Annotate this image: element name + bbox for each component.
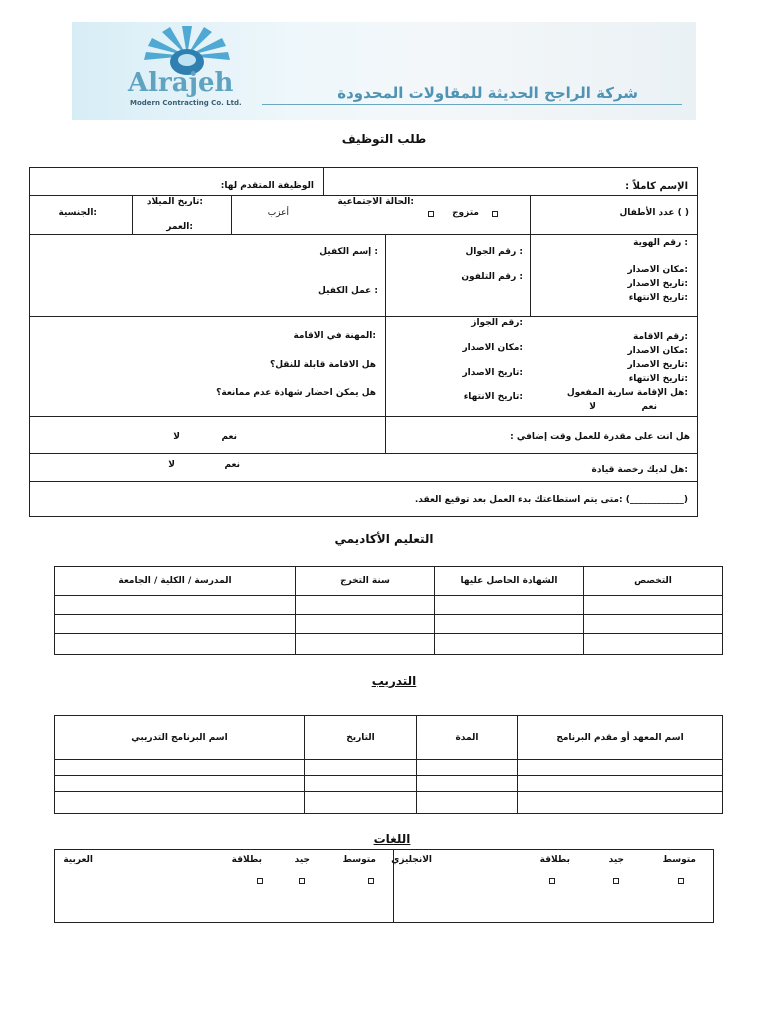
nationality-label: :الجنسية: [58, 208, 97, 218]
overtime-question: هل انت على مقدرة للعمل وقت إضافي :: [510, 432, 690, 442]
table-cell[interactable]: [55, 596, 296, 615]
marital-status-label: :الحالة الاجتماعية: [337, 197, 414, 207]
table-cell[interactable]: [584, 634, 723, 655]
english-language-label: الانجليزي: [391, 855, 432, 865]
table-cell[interactable]: [417, 792, 518, 814]
age-label: :العمر: [166, 222, 193, 232]
overtime-yes: نعم: [221, 432, 237, 442]
license-question: :هل لديك رخصة قيادة: [591, 465, 688, 475]
logo-underline: [262, 104, 682, 105]
divider: [132, 195, 133, 234]
iqama-valid-no: لا: [589, 402, 596, 412]
divider: [29, 481, 698, 482]
sponsor-name-label: : إسم الكفيل: [319, 247, 378, 257]
column-header: المدة: [417, 716, 518, 760]
divider: [29, 234, 698, 235]
column-header: التخصص: [584, 567, 723, 596]
table-cell[interactable]: [518, 792, 723, 814]
table-cell[interactable]: [305, 776, 417, 792]
arabic-language-label: العربية: [63, 855, 93, 865]
english-level-good: جيد: [608, 855, 624, 865]
column-header: سنة التخرج: [296, 567, 435, 596]
married-label: متزوج: [452, 208, 479, 218]
logo-english-text: Alrajeh: [128, 68, 234, 98]
passport-number-label: :رقم الجواز: [471, 318, 523, 328]
training-table: [54, 715, 723, 814]
academic-heading: التعليم الأكاديمي: [334, 532, 434, 546]
divider: [385, 234, 386, 453]
children-count-label: ( ) عدد الأطفال: [619, 208, 689, 218]
table-row: [55, 792, 723, 814]
table-cell[interactable]: [584, 596, 723, 615]
iqama-expiry-label: :تاريخ الانتهاء: [628, 374, 688, 384]
logo-arabic-text: شركة الراجح الحديثة للمقاولات المحدودة: [337, 84, 638, 102]
page-title: طلب التوظيف: [341, 132, 427, 146]
divider: [323, 167, 324, 195]
table-row: [55, 760, 723, 776]
english-level-fluent: بطلاقة: [539, 855, 570, 865]
column-header: الشهادة الحاصل عليها: [435, 567, 584, 596]
table-cell[interactable]: [305, 792, 417, 814]
passport-expiry-label: :تاريخ الانتهاء: [463, 392, 523, 402]
table-cell[interactable]: [435, 634, 584, 655]
table-cell[interactable]: [518, 760, 723, 776]
english-good-checkbox[interactable]: [613, 878, 619, 884]
table-row: [55, 615, 723, 634]
iqama-place-label: :مكان الاصدار: [627, 346, 688, 356]
column-header: اسم المعهد أو مقدم البرنامج: [518, 716, 723, 760]
table-cell[interactable]: [435, 615, 584, 634]
training-heading: التدريب: [371, 674, 417, 688]
id-issue-date-label: :تاريخ الاصدار: [627, 279, 688, 289]
phone-label: : رقم التلفون: [461, 272, 523, 282]
divider: [530, 195, 531, 316]
table-row: [55, 596, 723, 615]
company-logo-banner: [72, 22, 696, 120]
table-cell[interactable]: [435, 596, 584, 615]
arabic-good-checkbox[interactable]: [299, 878, 305, 884]
id-place-label: :مكان الاصدار: [627, 265, 688, 275]
table-cell[interactable]: [296, 615, 435, 634]
divider: [29, 195, 698, 196]
married-checkbox[interactable]: [492, 211, 498, 217]
mobile-label: : رقم الجوال: [465, 247, 523, 257]
table-row: [55, 776, 723, 792]
table-cell[interactable]: [584, 615, 723, 634]
sponsor-work-label: : عمل الكفيل: [318, 286, 378, 296]
divider: [29, 416, 698, 417]
english-intermediate-checkbox[interactable]: [678, 878, 684, 884]
single-checkbox[interactable]: [428, 211, 434, 217]
iqama-valid-label: :هل الإقامة سارية المفعول: [566, 388, 688, 398]
table-header-row: [55, 567, 723, 596]
single-label: أعزب: [267, 208, 289, 218]
table-cell[interactable]: [296, 634, 435, 655]
arabic-level-fluent: بطلاقة: [231, 855, 262, 865]
academic-table: [54, 566, 723, 655]
passport-place-label: :مكان الاصدار: [462, 343, 523, 353]
table-header-row: [55, 716, 723, 760]
arabic-level-good: جيد: [294, 855, 310, 865]
table-cell[interactable]: [55, 760, 305, 776]
divider: [29, 453, 698, 454]
table-row: [55, 634, 723, 655]
id-expiry-label: :تاريخ الانتهاء: [628, 293, 688, 303]
iqama-number-label: :رقم الاقامة: [633, 332, 688, 342]
no-objection-label: هل يمكن احضار شهادة عدم ممانعة؟: [216, 388, 376, 398]
license-yes: نعم: [224, 460, 240, 470]
divider: [231, 195, 232, 234]
languages-heading: اللغات: [373, 832, 411, 846]
logo-english-subtitle: Modern Contracting Co. Ltd.: [130, 99, 242, 107]
arabic-intermediate-checkbox[interactable]: [368, 878, 374, 884]
divider: [29, 316, 698, 317]
table-cell[interactable]: [296, 596, 435, 615]
column-header: المدرسة / الكلية / الجامعة: [55, 567, 296, 596]
english-fluent-checkbox[interactable]: [549, 878, 555, 884]
table-cell[interactable]: [55, 615, 296, 634]
start-date-question: (____________) :متى يتم استطاعتك بدء العمل بعد توقيع العقد.: [414, 495, 688, 505]
column-header: اسم البرنامج التدريبي: [55, 716, 305, 760]
position-label: الوظيفة المتقدم لها:: [220, 181, 314, 191]
column-header: التاريخ: [305, 716, 417, 760]
passport-issue-label: :تاريخ الاصدار: [462, 368, 523, 378]
full-name-label: الإسم كاملاً :: [625, 181, 688, 192]
iqama-transfer-label: هل الاقامة قابلة للنقل؟: [269, 360, 376, 370]
table-cell[interactable]: [55, 776, 305, 792]
arabic-level-intermediate: متوسط: [342, 855, 376, 865]
english-level-intermediate: متوسط: [662, 855, 696, 865]
iqama-valid-yes: نعم: [641, 402, 657, 412]
iqama-issue-date-label: :تاريخ الاصدار: [627, 360, 688, 370]
arabic-fluent-checkbox[interactable]: [257, 878, 263, 884]
table-cell[interactable]: [417, 776, 518, 792]
iqama-profession-label: :المهنة في الاقامة: [293, 331, 376, 341]
table-cell[interactable]: [305, 760, 417, 776]
license-no: لا: [168, 460, 175, 470]
table-cell[interactable]: [55, 634, 296, 655]
table-cell[interactable]: [55, 792, 305, 814]
table-cell[interactable]: [417, 760, 518, 776]
overtime-no: لا: [173, 432, 180, 442]
dob-label: :تاريخ الميلاد: [146, 197, 203, 207]
table-cell[interactable]: [518, 776, 723, 792]
id-number-label: : رقم الهوية: [633, 238, 688, 248]
